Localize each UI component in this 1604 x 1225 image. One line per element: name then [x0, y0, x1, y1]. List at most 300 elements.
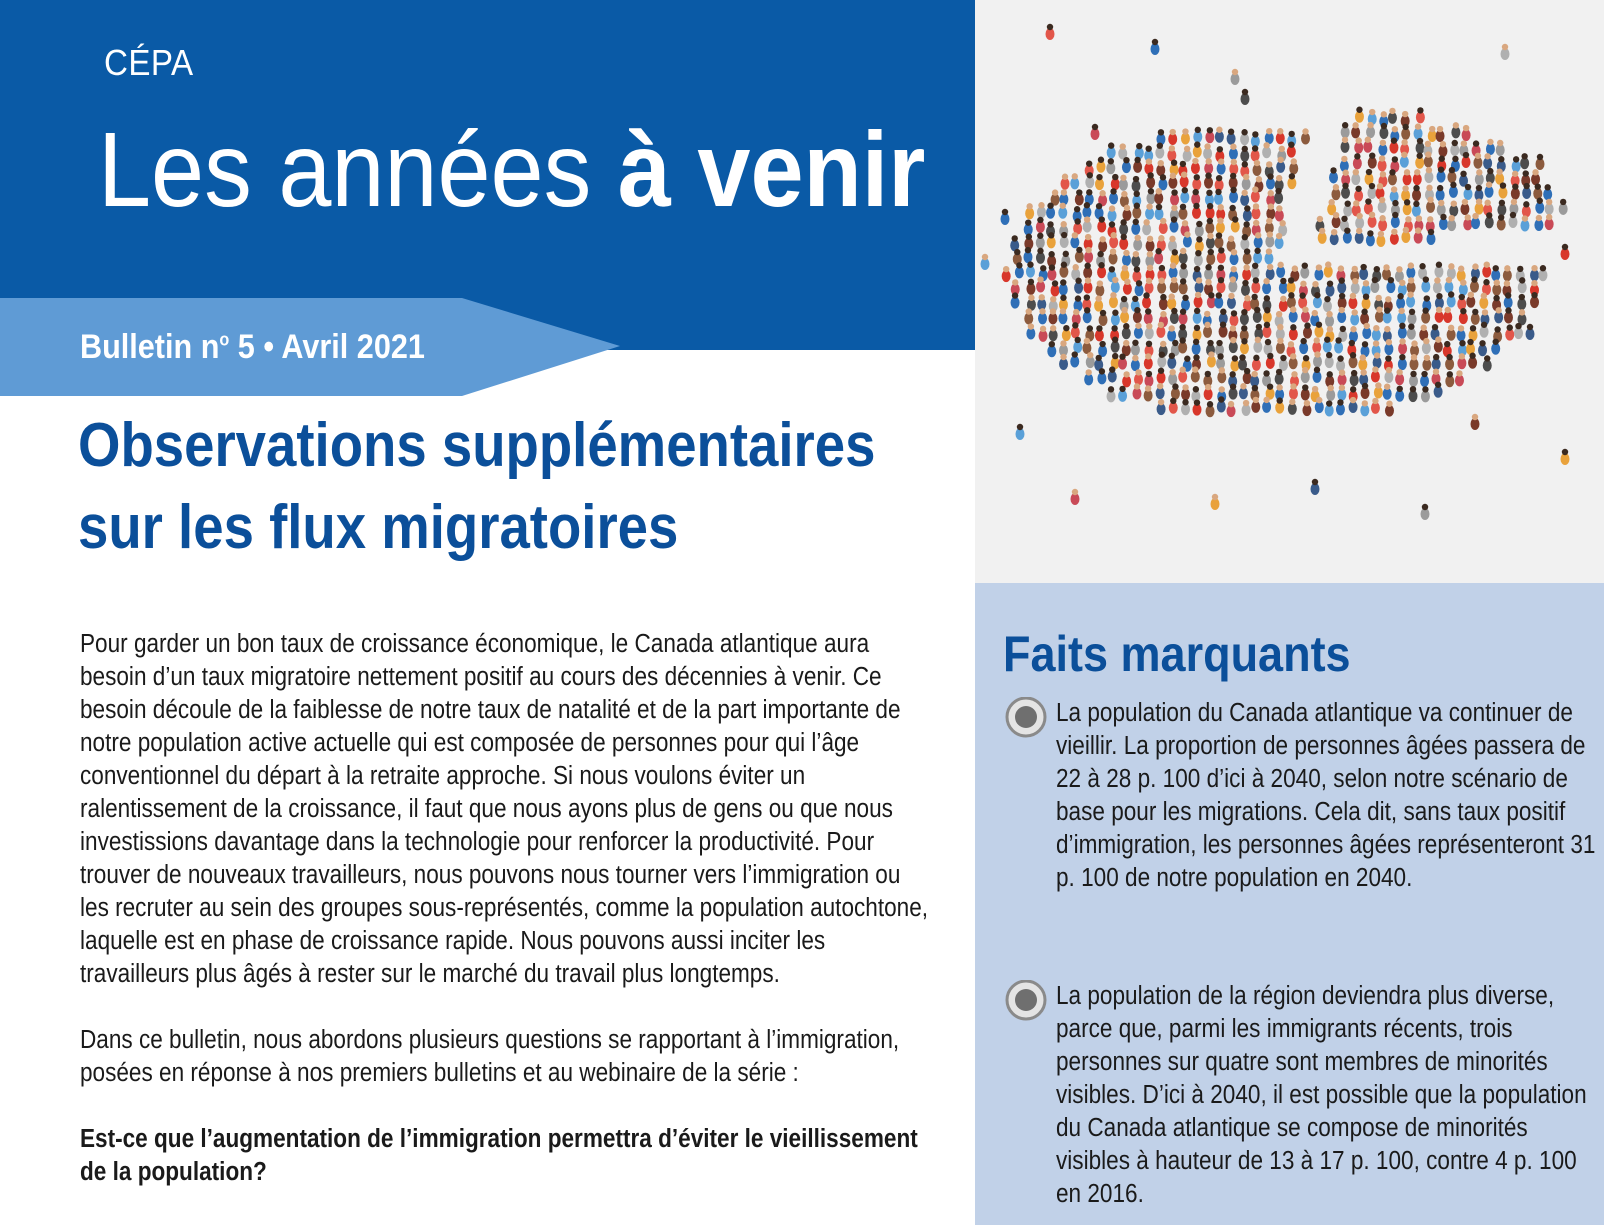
crowd-person — [1362, 323, 1371, 339]
crowd-pie-chart-illustration — [975, 0, 1604, 583]
crowd-person — [1026, 279, 1035, 295]
crowd-person — [1240, 146, 1249, 162]
crowd-person — [1026, 261, 1035, 277]
crowd-person — [1351, 122, 1360, 138]
crowd-person — [1205, 127, 1214, 143]
crowd-person — [1170, 277, 1179, 293]
crowd-person — [1135, 143, 1144, 159]
crowd-person — [1046, 24, 1055, 40]
crowd-person — [1325, 352, 1334, 368]
crowd-person — [1409, 371, 1418, 387]
crowd-person — [1229, 144, 1238, 160]
crowd-person — [1107, 142, 1116, 158]
crowd-person — [1241, 89, 1250, 105]
crowd-person — [1204, 264, 1213, 280]
crowd-person — [1301, 384, 1310, 400]
crowd-person — [1455, 370, 1464, 386]
crowd-person — [1372, 325, 1381, 341]
crowd-person — [1181, 295, 1190, 311]
crowd-person — [1195, 221, 1204, 237]
crowd-person — [1037, 202, 1046, 218]
crowd-person — [1325, 311, 1334, 327]
crowd-person — [1109, 188, 1118, 204]
crowd-person — [1266, 203, 1275, 219]
crowd-person — [1289, 324, 1298, 340]
crowd-person — [1122, 250, 1131, 266]
crowd-person — [1447, 215, 1456, 231]
crowd-person — [1252, 203, 1261, 219]
crowd-person — [1362, 293, 1371, 309]
crowd-person — [1134, 323, 1143, 339]
crowd-person — [1170, 189, 1179, 205]
crowd-person — [1214, 232, 1223, 248]
crowd-person — [1413, 169, 1422, 185]
crowd-person — [1367, 183, 1376, 199]
crowd-person — [1158, 174, 1167, 190]
crowd-person — [1287, 292, 1296, 308]
crowd-person — [1023, 247, 1032, 263]
crowd-person — [1179, 278, 1188, 294]
heading-line-2: sur les flux migratoires — [78, 493, 679, 562]
crowd-person — [1144, 158, 1153, 174]
crowd-person — [1336, 399, 1345, 415]
crowd-person — [1511, 183, 1520, 199]
crowd-person — [1157, 368, 1166, 384]
crowd-person — [1192, 399, 1201, 415]
crowd-person — [1155, 142, 1164, 158]
crowd-person — [1243, 205, 1252, 221]
crowd-person — [1094, 295, 1103, 311]
crowd-person — [1475, 198, 1484, 214]
crowd-person — [1122, 205, 1131, 221]
body-paragraph-2: Dans ce bulletin, nous abordons plusieurs questions se rapportant à l’immigration, posées en réponse à nos premiers bulletins et au webinaire de la série : — [80, 1026, 900, 1087]
crowd-person — [1231, 69, 1240, 85]
crowd-person — [1338, 369, 1347, 385]
crowd-person — [1350, 309, 1359, 325]
crowd-person — [1336, 355, 1345, 371]
crowd-person — [1073, 337, 1082, 353]
crowd-person — [1146, 236, 1155, 252]
crowd-person — [1262, 278, 1271, 294]
crowd-person — [1378, 197, 1387, 213]
crowd-person — [1144, 385, 1153, 401]
crowd-person — [1251, 277, 1260, 293]
crowd-person — [1083, 277, 1092, 293]
crowd-person — [1279, 278, 1288, 294]
crowd-person — [1002, 266, 1011, 282]
crowd-person — [1083, 216, 1092, 232]
crowd-person — [1238, 354, 1247, 370]
crowd-person — [1325, 371, 1334, 387]
highlight-text: La population de la région deviendra plus diverse, parce que, parmi les immigrants récents, trois personnes sur quatre sont membres de minorités visibles. D’ici à 2040, il est possible que la population du Canada atlantique se compose de minorités visibles à hauteur de 13 à 17 p. 100, contre 4 p. 100 en 2016. — [1056, 982, 1587, 1208]
crowd-person — [1059, 354, 1068, 370]
crowd-person — [1083, 263, 1092, 279]
crowd-person — [1262, 142, 1271, 158]
crowd-person — [1243, 248, 1252, 264]
crowd-person — [1206, 233, 1215, 249]
crowd-person — [1520, 215, 1529, 231]
crowd-person — [1504, 307, 1513, 323]
crowd-person — [1122, 371, 1131, 387]
crowd-person — [1412, 185, 1421, 201]
crowd-person — [1287, 173, 1296, 189]
crowd-person — [1266, 264, 1275, 280]
crowd-person — [1497, 200, 1506, 216]
crowd-person — [1131, 355, 1140, 371]
crowd-person — [1047, 341, 1056, 357]
crowd-person — [1366, 230, 1375, 246]
crowd-person — [1496, 140, 1505, 156]
crowd-person — [1251, 263, 1260, 279]
crowd-person — [1436, 126, 1445, 142]
crowd-person — [1274, 188, 1283, 204]
crowd-person — [1360, 309, 1369, 325]
crowd-person — [1036, 217, 1045, 233]
crowd-person — [1330, 229, 1339, 245]
crowd-person — [1058, 203, 1067, 219]
crowd-person — [1036, 248, 1045, 264]
crowd-person — [1436, 185, 1445, 201]
crowd-person — [1120, 191, 1129, 207]
crowd-person — [1016, 424, 1025, 440]
crowd-person — [1036, 233, 1045, 249]
crowd-person — [1471, 414, 1480, 430]
crowd-person — [1520, 153, 1529, 169]
crowd-person — [1503, 265, 1512, 281]
crowd-person — [1251, 145, 1260, 161]
crowd-person — [1215, 127, 1224, 143]
crowd-person — [1230, 355, 1239, 371]
crowd-person — [1289, 306, 1298, 322]
crowd-person — [1378, 215, 1387, 231]
crowd-person — [1397, 308, 1406, 324]
crowd-person — [1194, 250, 1203, 266]
crowd-person — [1545, 199, 1554, 215]
crowd-person — [1131, 251, 1140, 267]
crowd-person — [1266, 353, 1275, 369]
crowd-person — [1483, 153, 1492, 169]
crowd-person — [1485, 182, 1494, 198]
crowd-person — [1108, 205, 1117, 221]
crowd-person — [1534, 215, 1543, 231]
crowd-person — [1146, 172, 1155, 188]
crowd-person — [1395, 386, 1404, 402]
crowd-person — [1300, 262, 1309, 278]
crowd-person — [1561, 449, 1570, 465]
crowd-person — [1313, 351, 1322, 367]
crowd-person — [1412, 201, 1421, 217]
crowd-person — [1134, 369, 1143, 385]
crowd-person — [1142, 219, 1151, 235]
crowd-person — [1047, 264, 1056, 280]
crowd-person — [1157, 399, 1166, 415]
crowd-person — [1301, 128, 1310, 144]
crowd-person — [1170, 308, 1179, 324]
crowd-person — [1311, 479, 1320, 495]
crowd-person — [1001, 209, 1010, 225]
crowd-person — [1559, 199, 1568, 215]
crowd-person — [1401, 185, 1410, 201]
crowd-person — [1420, 371, 1429, 387]
crowd-person — [1478, 340, 1487, 356]
crowd-person — [1157, 277, 1166, 293]
crowd-person — [1095, 280, 1104, 296]
crowd-person — [1432, 354, 1441, 370]
crowd-person — [1517, 294, 1526, 310]
crowd-person — [1337, 307, 1346, 323]
crowd-person — [1169, 398, 1178, 414]
crowd-person — [1217, 247, 1226, 263]
crowd-person — [1348, 293, 1357, 309]
crowd-person — [1536, 154, 1545, 170]
crowd-person — [1131, 219, 1140, 235]
crowd-person — [1178, 337, 1187, 353]
crowd-person — [1459, 279, 1468, 295]
crowd-person — [1450, 140, 1459, 156]
crowd-person — [1252, 355, 1261, 371]
crowd-person — [1376, 231, 1385, 247]
crowd-person — [1083, 307, 1092, 323]
crowd-person — [1106, 158, 1115, 174]
crowd-person — [1107, 386, 1116, 402]
bulletin-date: 5 • Avril 2021 — [229, 328, 425, 366]
crowd-person — [1398, 354, 1407, 370]
crowd-person — [1227, 401, 1236, 417]
crowd-person — [1359, 264, 1368, 280]
crowd-person — [1526, 324, 1535, 340]
article-body — [80, 628, 930, 1189]
crowd-person — [1498, 182, 1507, 198]
crowd-person — [1084, 369, 1093, 385]
crowd-person — [1491, 265, 1500, 281]
crowd-person — [1403, 199, 1412, 215]
crowd-person — [1131, 340, 1140, 356]
crowd-person — [1119, 175, 1128, 191]
crowd-person — [1302, 400, 1311, 416]
crowd-person — [1447, 325, 1456, 341]
crowd-person — [1329, 167, 1338, 183]
crowd-person — [1314, 264, 1323, 280]
crowd-person — [1183, 146, 1192, 162]
crowd-person — [1374, 382, 1383, 398]
crowd-person — [1279, 296, 1288, 312]
crowd-person — [1323, 296, 1332, 312]
bulletin-label — [80, 328, 425, 367]
crowd-person — [1214, 189, 1223, 205]
crowd-person — [1390, 229, 1399, 245]
crowd-person — [1179, 309, 1188, 325]
bulletin-prefix: Bulletin n — [80, 328, 220, 366]
crowd-person — [1276, 338, 1285, 354]
crowd-person — [1193, 308, 1202, 324]
crowd-person — [1424, 167, 1433, 183]
crowd-person — [1095, 174, 1104, 190]
crowd-person — [1471, 309, 1480, 325]
crowd-person — [1111, 174, 1120, 190]
crowd-person — [1313, 367, 1322, 383]
crowd-person — [1144, 308, 1153, 324]
crowd-person — [1341, 137, 1350, 153]
crowd-person — [1561, 244, 1570, 260]
crowd-person — [1463, 214, 1472, 230]
crowd-person — [1216, 353, 1225, 369]
crowd-person — [1229, 173, 1238, 189]
crowd-person — [1180, 187, 1189, 203]
crowd-person — [1433, 277, 1442, 293]
crowd-person — [1406, 291, 1415, 307]
crowd-person — [1167, 145, 1176, 161]
crowd-person — [1325, 400, 1334, 416]
crowd-person — [1049, 325, 1058, 341]
crowd-person — [1486, 139, 1495, 155]
bulletin-sup: o — [219, 329, 230, 350]
crowd-person — [1229, 310, 1238, 326]
crowd-person — [1530, 265, 1539, 281]
crowd-person — [1482, 261, 1491, 277]
crowd-person — [1026, 323, 1035, 339]
crowd-person — [1039, 326, 1048, 342]
crowd-person — [1171, 383, 1180, 399]
crowd-person — [1095, 325, 1104, 341]
crowd-person — [1460, 199, 1469, 215]
crowd-person — [1204, 172, 1213, 188]
title-regular: Les années — [98, 111, 618, 229]
crowd-person — [1264, 248, 1273, 264]
crowd-person — [1240, 309, 1249, 325]
crowd-person — [1240, 338, 1249, 354]
crowd-person — [1457, 325, 1466, 341]
crowd-person — [1206, 401, 1215, 417]
crowd-person — [1181, 399, 1190, 415]
crowd-person — [1151, 39, 1160, 55]
crowd-person — [1109, 292, 1118, 308]
crowd-person — [1084, 247, 1093, 263]
crowd-person — [1385, 400, 1394, 416]
crowd-person — [1111, 310, 1120, 326]
crowd-person — [1096, 157, 1105, 173]
crowd-person — [1159, 218, 1168, 234]
crowd-person — [1239, 383, 1248, 399]
crowd-person — [1059, 279, 1068, 295]
crowd-person — [1193, 127, 1202, 143]
crowd-person — [1192, 339, 1201, 355]
crowd-person — [1475, 169, 1484, 185]
crowd-person — [1192, 203, 1201, 219]
crowd-person — [1155, 204, 1164, 220]
crowd-person — [1355, 228, 1364, 244]
crowd-person — [1483, 355, 1492, 371]
crowd-person — [1340, 156, 1349, 172]
crowd-person — [1099, 310, 1108, 326]
crowd-person — [1075, 189, 1084, 205]
crowd-person — [1354, 186, 1363, 202]
crowd-person — [1408, 386, 1417, 402]
crowd-person — [1486, 168, 1495, 184]
crowd-person — [1215, 175, 1224, 191]
crowd-person — [1133, 235, 1142, 251]
crowd-person — [1191, 158, 1200, 174]
crowd-person — [1400, 152, 1409, 168]
crowd-person — [1312, 337, 1321, 353]
crowd-person — [1070, 351, 1079, 367]
crowd-person — [1439, 214, 1448, 230]
crowd-person — [1435, 307, 1444, 323]
crowd-person — [1071, 489, 1080, 505]
crowd-person — [1276, 128, 1285, 144]
crowd-person — [1468, 353, 1477, 369]
crowd-person — [1070, 232, 1079, 248]
crowd-person — [1326, 385, 1335, 401]
crowd-person — [1194, 292, 1203, 308]
crowd-person — [1447, 291, 1456, 307]
crowd-person — [1275, 205, 1284, 221]
crowd-person — [1071, 322, 1080, 338]
crowd-person — [1251, 131, 1260, 147]
crowd-person — [1535, 198, 1544, 214]
crowd-person — [1371, 398, 1380, 414]
publication-title — [98, 112, 925, 229]
crowd-person — [1383, 383, 1392, 399]
crowd-person — [1531, 169, 1540, 185]
crowd-person — [1406, 262, 1415, 278]
crowd-person — [1492, 279, 1501, 295]
crowd-person — [981, 254, 990, 270]
crowd-person — [1337, 385, 1346, 401]
crowd-person — [1179, 248, 1188, 264]
crowd-person — [1341, 183, 1350, 199]
crowd-person — [1410, 354, 1419, 370]
crowd-person — [1445, 371, 1454, 387]
crowd-person — [1242, 264, 1251, 280]
crowd-person — [1438, 141, 1447, 157]
crowd-person — [1276, 262, 1285, 278]
crowd-person — [1167, 325, 1176, 341]
crowd-person — [1119, 234, 1128, 250]
crowd-person — [1253, 248, 1262, 264]
crowd-person — [1011, 292, 1020, 308]
crowd-person — [1351, 169, 1360, 185]
crowd-person — [1522, 201, 1531, 217]
crowd-person — [1462, 125, 1471, 141]
crowd-person — [1545, 214, 1554, 230]
crowd-person — [1181, 384, 1190, 400]
crowd-person — [1156, 383, 1165, 399]
crowd-person — [1191, 189, 1200, 205]
crowd-person — [1415, 153, 1424, 169]
crowd-person — [1401, 124, 1410, 140]
crowd-person — [1501, 44, 1510, 60]
crowd-person — [1229, 187, 1238, 203]
crowd-person — [1211, 494, 1220, 510]
crowd-person — [1091, 124, 1100, 140]
crowd-person — [1206, 203, 1215, 219]
crowd-person — [1073, 295, 1082, 311]
crowd-person — [1217, 277, 1226, 293]
highlight-text: La population du Canada atlantique va continuer de vieillir. La proportion de personnes âgées passera de 22 à 28 p. 100 d’ici à 2040, selon notre scénario de base pour les migrations. Cela dit, sans taux positif d’immigration, les personnes âgées représenteront 31 p. 100 de notre population en 2040. — [1056, 699, 1596, 892]
crowd-person — [1142, 292, 1151, 308]
crowd-person — [1265, 128, 1274, 144]
crowd-person — [1037, 294, 1046, 310]
crowd-person — [1326, 280, 1335, 296]
crowd-person — [1407, 277, 1416, 293]
crowd-person — [1368, 152, 1377, 168]
heading-line-1: Observations supplémentaires — [78, 411, 876, 480]
crowd-person — [1459, 308, 1468, 324]
crowd-person — [1119, 219, 1128, 235]
org-name: CÉPA — [104, 42, 194, 83]
crowd-person — [1109, 248, 1118, 264]
crowd-person — [1219, 321, 1228, 337]
